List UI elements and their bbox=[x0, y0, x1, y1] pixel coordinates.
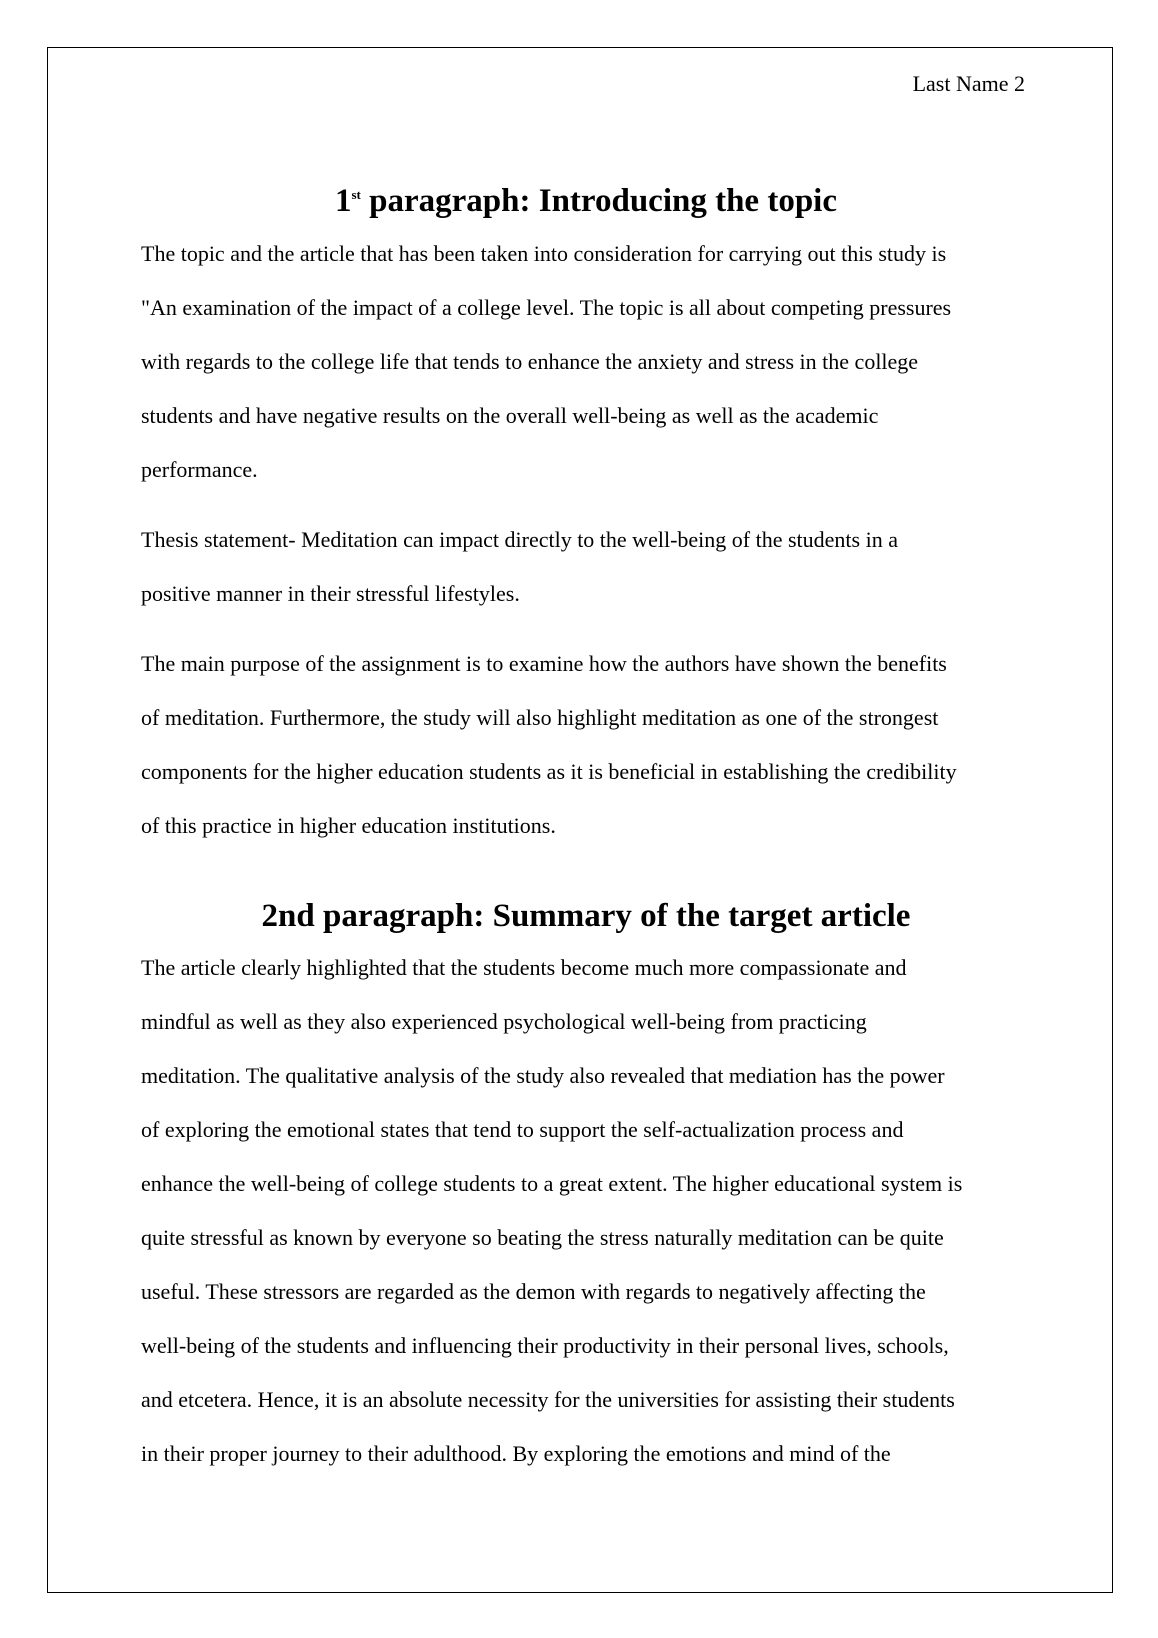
text-line: of this practice in higher education institutions. bbox=[141, 813, 556, 838]
text-line: and etcetera. Hence, it is an absolute necessity for the universities for assisting their students bbox=[141, 1387, 955, 1412]
text-line: in their proper journey to their adulthood. By exploring the emotions and mind of the bbox=[141, 1441, 891, 1466]
heading-text: paragraph: Introducing the topic bbox=[360, 183, 837, 219]
text-line: meditation. The qualitative analysis of the study also revealed that mediation has the power bbox=[141, 1063, 945, 1088]
purpose-paragraph bbox=[141, 637, 1031, 853]
text-line: The article clearly highlighted that the students become much more compassionate and bbox=[141, 955, 907, 980]
text-line: quite stressful as known by everyone so beating the stress naturally meditation can be quite bbox=[141, 1225, 944, 1250]
text-line: with regards to the college life that tends to enhance the anxiety and stress in the college bbox=[141, 349, 919, 374]
section-heading-intro bbox=[141, 183, 1031, 219]
text-line: mindful as well as they also experienced psychological well-being from practicing bbox=[141, 1009, 867, 1034]
summary-paragraph bbox=[141, 941, 1031, 1481]
text-line: of meditation. Furthermore, the study will also highlight meditation as one of the strongest bbox=[141, 705, 939, 730]
document-body bbox=[141, 183, 1031, 1481]
text-line: "An examination of the impact of a college level. The topic is all about competing pressures bbox=[141, 295, 952, 320]
heading-ordinal-suffix: st bbox=[351, 187, 361, 202]
text-line: performance. bbox=[141, 457, 258, 482]
heading-number: 1 bbox=[335, 183, 352, 219]
thesis-statement-paragraph bbox=[141, 513, 1031, 621]
text-line: components for the higher education students as it is beneficial in establishing the credibility bbox=[141, 759, 957, 784]
text-line: positive manner in their stressful lifestyles. bbox=[141, 581, 520, 606]
text-line: Thesis statement- Meditation can impact directly to the well-being of the students in a bbox=[141, 527, 898, 552]
section-heading-summary: 2nd paragraph: Summary of the target article bbox=[261, 898, 911, 934]
text-line: useful. These stressors are regarded as the demon with regards to negatively affecting the bbox=[141, 1279, 926, 1304]
text-line: The main purpose of the assignment is to examine how the authors have shown the benefits bbox=[141, 651, 947, 676]
running-head: Last Name 2 bbox=[912, 71, 1025, 96]
text-line: students and have negative results on the overall well-being as well as the academic bbox=[141, 403, 879, 428]
text-line: of exploring the emotional states that tend to support the self-actualization process and bbox=[141, 1117, 904, 1142]
intro-paragraph bbox=[141, 227, 1031, 497]
text-line: well-being of the students and influencing their productivity in their personal lives, schools, bbox=[141, 1333, 949, 1358]
text-line: enhance the well-being of college students to a great extent. The higher educational system is bbox=[141, 1171, 963, 1196]
text-line: The topic and the article that has been taken into consideration for carrying out this study is bbox=[141, 241, 947, 266]
